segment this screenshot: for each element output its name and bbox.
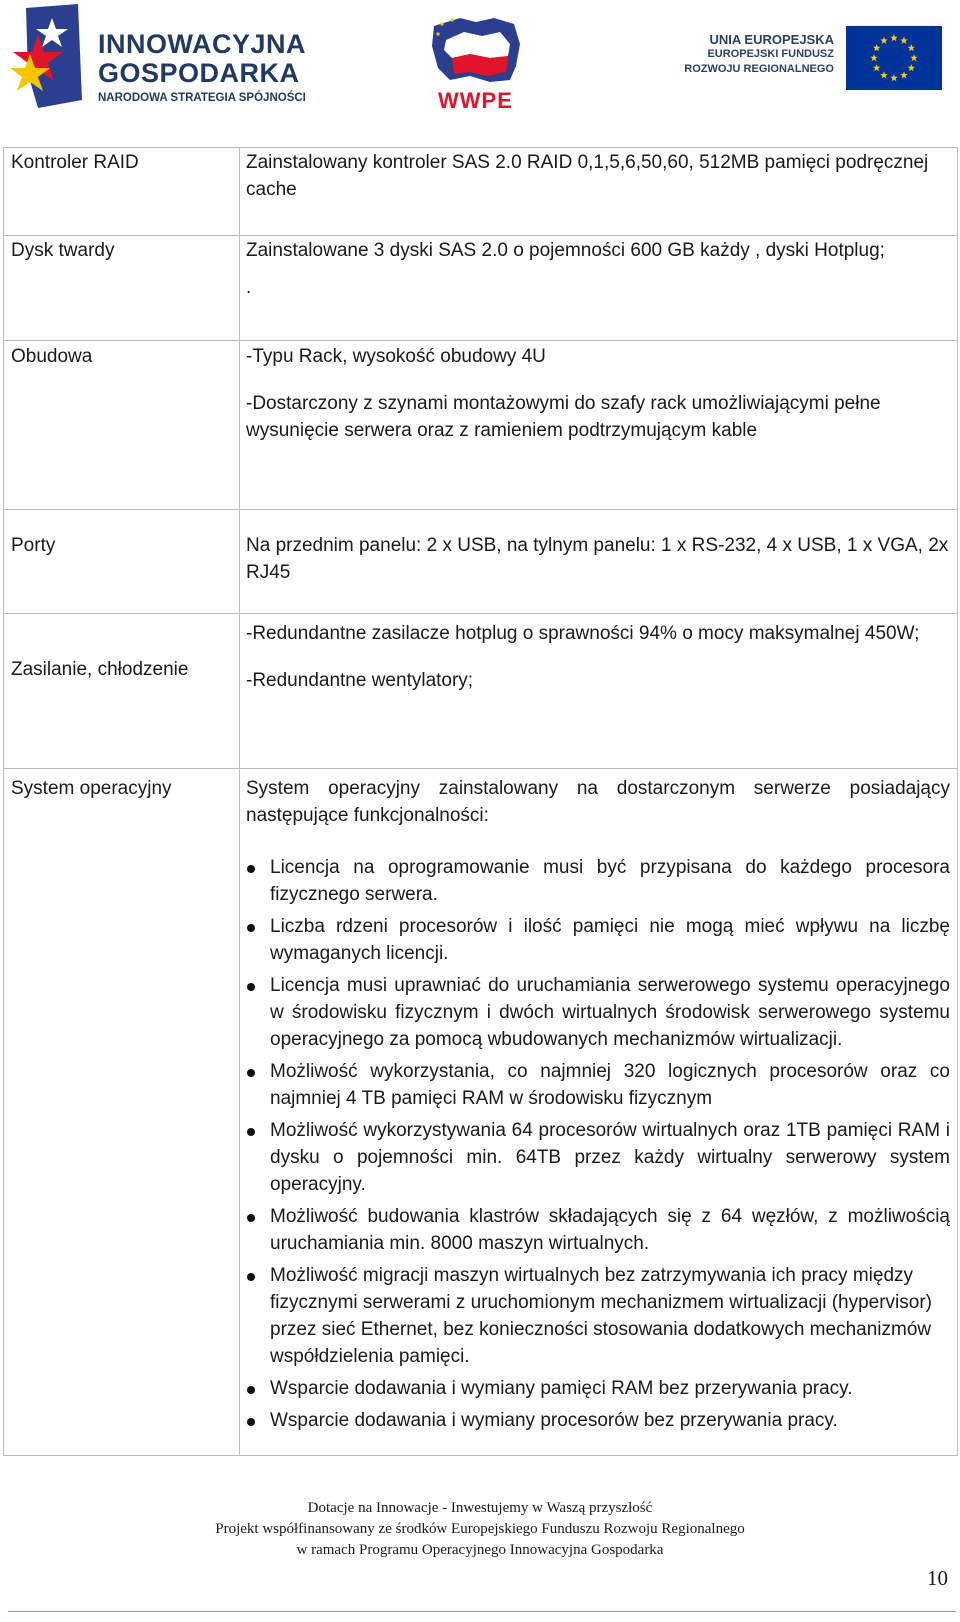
value-paragraph: Na przednim panelu: 2 x USB, na tylnym panelu: 1 x RS-232, 4 x USB, 1 x VGA, 2x RJ45 [246, 535, 949, 583]
page-footer [0, 1498, 960, 1561]
list-item [246, 854, 950, 908]
row-value [240, 510, 958, 614]
list-item-text: Wsparcie dodawania i wymiany procesorów bez przerywania pracy. [270, 1410, 838, 1431]
eu-fund-logo [684, 24, 954, 104]
list-item [246, 1117, 950, 1198]
eu-line1: UNIA EUROPEJSKA [709, 32, 834, 47]
list-item [246, 1375, 950, 1402]
list-item [246, 1262, 950, 1370]
value-paragraph: -Dostarczony z szynami montażowymi do szafy rack umożliwiającymi pełne wysunięcie serwera oraz z ramieniem podtrzymującym kable [246, 393, 881, 441]
value-paragraph: Zainstalowany kontroler SAS 2.0 RAID 0,1,5,6,50,60, 512MB pamięci podręcznej cache [246, 152, 929, 200]
eu-flag-icon [846, 26, 942, 90]
row-value [240, 236, 958, 341]
row-value [240, 341, 958, 510]
list-item [246, 1203, 950, 1257]
footer-line3: w ramach Programu Operacyjnego Innowacyjna Gospodarka [296, 1542, 664, 1558]
row-label: Porty [4, 510, 240, 614]
list-item-text: Liczba rdzeni procesorów i ilość pamięci nie mogą mieć wpływu na liczbę wymaganych licencji. [270, 916, 950, 964]
footer-divider [8, 1611, 956, 1612]
list-item-text: Licencja musi uprawniać do uruchamiania serwerowego systemu operacyjnego w środowisku fizycznym i dwóch wirtualnych środowisk serwerowego systemu operacyjnego za pomocą wbudowanych mechanizmów wirtualizacji. [270, 975, 950, 1050]
bullet-icon [247, 865, 255, 873]
bullet-icon [247, 1069, 255, 1077]
list-item-text: Możliwość migracji maszyn wirtualnych bez zatrzymywania ich pracy między fizycznymi serwerami z uruchomionym mechanizmem wirtualizacji (hypervisor) przez sieć Ethernet, bez konieczności stosowania dodatkowych mechanizmów współdzielenia pamięci. [270, 1265, 932, 1367]
value-paragraph: -Typu Rack, wysokość obudowy 4U [246, 346, 546, 367]
bullet-icon [247, 983, 255, 991]
bullet-icon [247, 1128, 255, 1136]
logo-subtitle: NARODOWA STRATEGIA SPÓJNOŚCI [98, 92, 306, 104]
bullet-icon [247, 1214, 255, 1222]
bullet-icon [247, 1386, 255, 1394]
eu-line2: EUROPEJSKI FUNDUSZ [707, 48, 834, 60]
row-value [240, 148, 958, 236]
list-item [246, 913, 950, 967]
table-row [4, 236, 958, 341]
value-paragraph: . [246, 277, 252, 298]
poland-map-icon [430, 14, 526, 86]
list-item-text: Wsparcie dodawania i wymiany pamięci RAM bez przerywania pracy. [270, 1378, 853, 1399]
feature-list [246, 854, 950, 1434]
stars-emblem-icon [8, 4, 96, 112]
list-item-text: Możliwość wykorzystywania 64 procesorów wirtualnych oraz 1TB pamięci RAM i dysku o pojemności min. 64TB przez każdy wirtualny serwerowy system operacyjny. [270, 1120, 950, 1195]
row-value [240, 614, 958, 769]
innowacyjna-gospodarka-logo [8, 4, 348, 114]
value-paragraph: Zainstalowane 3 dyski SAS 2.0 o pojemności 600 GB każdy , dyski Hotplug; [246, 240, 885, 261]
bullet-icon [247, 1273, 255, 1281]
table-row [4, 769, 958, 1456]
table-row [4, 510, 958, 614]
page-header [0, 0, 960, 140]
logo-title-line1: INNOWACYJNA [98, 29, 307, 59]
wwpe-logo [430, 14, 540, 114]
bullet-icon [247, 1418, 255, 1426]
logo-title-line2: GOSPODARKA [98, 58, 300, 88]
list-item-text: Możliwość wykorzystania, co najmniej 320 logicznych procesorów oraz co najmniej 4 TB pamięci RAM w środowisku fizycznym [270, 1061, 950, 1109]
row-label: System operacyjny [4, 769, 240, 1456]
page-number: 10 [927, 1566, 948, 1590]
eu-line3: ROZWOJU REGIONALNEGO [684, 63, 834, 75]
table-row [4, 614, 958, 769]
spec-table [3, 147, 958, 1456]
list-item [246, 972, 950, 1053]
list-item-text: Możliwość budowania klastrów składających się z 64 węzłów, z możliwością uruchamiania min. 8000 maszyn wirtualnych. [270, 1206, 950, 1254]
list-item-text: Licencja na oprogramowanie musi być przypisana do każdego procesora fizycznego serwera. [270, 857, 950, 905]
list-item [246, 1058, 950, 1112]
value-intro: System operacyjny zainstalowany na dostarczonym serwerze posiadający następujące funkcjonalności: [246, 778, 950, 826]
table-row [4, 148, 958, 236]
value-paragraph: -Redundantne wentylatory; [246, 670, 474, 691]
row-value [240, 769, 958, 1456]
value-paragraph: -Redundantne zasilacze hotplug o sprawności 94% o mocy maksymalnej 450W; [246, 623, 920, 644]
wwpe-label: WWPE [438, 88, 513, 113]
bullet-icon [247, 924, 255, 932]
row-label: Zasilanie, chłodzenie [4, 614, 240, 769]
row-label: Dysk twardy [4, 236, 240, 341]
footer-line2: Projekt współfinansowany ze środków Europejskiego Funduszu Rozwoju Regionalnego [215, 1521, 745, 1537]
footer-line1: Dotacje na Innowacje - Inwestujemy w Waszą przyszłość [307, 1500, 653, 1516]
row-label: Kontroler RAID [4, 148, 240, 236]
table-row [4, 341, 958, 510]
list-item [246, 1407, 950, 1434]
row-label: Obudowa [4, 341, 240, 510]
